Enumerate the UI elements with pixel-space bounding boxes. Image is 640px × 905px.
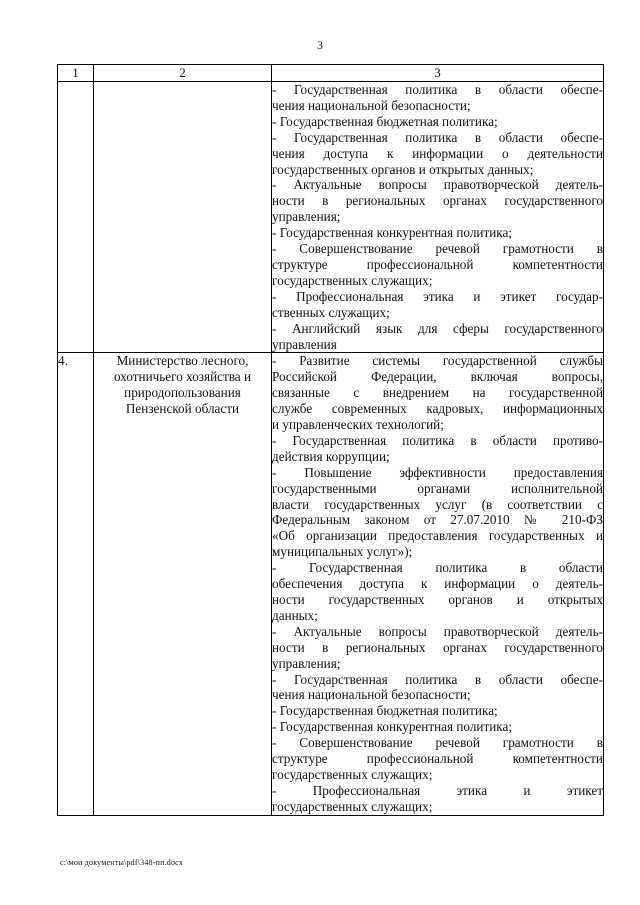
topic-line: службе современных кадровых, информационных [272,401,603,417]
header-col-2: 2 [94,65,272,82]
organization-cell [94,353,272,815]
topic-line: структуре профессиональной компетентности [272,256,603,272]
page-number: 3 [317,38,323,52]
topic-line: - Государственная политика в области противо- [272,432,603,448]
topic-line: - Профессиональная этика и этикет [272,782,603,798]
topic-line: - Государственная конкурентная политика; [272,719,513,735]
topic-line: - Развитие системы государственной службы [272,353,603,369]
topic-line: связанные с внедрением на государственной [272,385,603,401]
topic-line: управления [272,336,337,352]
topics-cell [272,82,604,353]
topic-line: государственных органов и открытых данных; [272,161,534,177]
topic-line: Федеральным законом от 27.07.2010 № 210-ФЗ [272,512,603,528]
topic-line: управления; [272,655,341,671]
topic-line: - Государственная политика в области обеспе- [272,129,603,145]
topic-line: чения национальной безопасности; [272,687,471,703]
topic-line: чения доступа к информации о деятельности [272,145,603,161]
topic-line: - Профессиональная этика и этикет государ- [272,288,603,304]
topic-line: «Об организации предоставления государственных и [272,528,603,544]
topic-line: государственными органами исполнительной [272,480,603,496]
topic-line: ности в региональных органах государственного [272,193,603,209]
table-body [58,82,604,816]
topic-line: муниципальных услуг»); [272,544,413,560]
organization-line: Министерство лесного, [116,353,249,369]
topic-line: - Совершенствование речевой грамотности в [272,241,603,257]
table-row [58,82,604,353]
topic-line: чения национальной безопасности; [272,97,471,113]
topic-line: и управленческих технологий; [272,417,444,433]
header-col-1: 1 [58,65,94,82]
topic-line: - Государственная бюджетная политика; [272,703,498,719]
organization-line: Пензенской области [125,401,240,417]
topic-line: государственных служащих; [272,272,433,288]
topic-line: - Совершенствование речевой грамотности в [272,735,603,751]
organization-cell [94,82,272,353]
table-header-row [58,65,604,82]
topic-line: государственных служащих; [272,766,433,782]
topic-line: данных; [272,607,318,623]
file-path-footer: c:\мои документы\pdf\348-пп.docx [60,858,184,867]
topic-line: ственных служащих; [272,304,390,320]
topic-line: государственных служащих; [272,798,433,814]
topic-line: - Актуальные вопросы правотворческой деятель- [272,177,603,193]
topic-line: действия коррупции; [272,448,390,464]
row-number-cell [58,82,94,353]
topic-line: - Актуальные вопросы правотворческой деятель- [272,623,603,639]
topic-line: - Государственная политика в области обеспе- [272,82,603,97]
topic-line: ности государственных органов и открытых [272,592,603,607]
topic-line: - Государственная бюджетная политика; [272,113,498,129]
header-col-3: 3 [272,65,604,82]
topic-line: обеспечения доступа к информации о деятель- [272,576,603,592]
topic-line: - Государственная политика в области обеспе- [272,671,603,687]
row-number-cell: 4. [58,353,94,815]
topic-line: власти государственных услуг (в соответствии с [272,496,603,512]
topic-line: - Повышение эффективности предоставления [272,464,603,480]
topic-line: ности в региональных органах государственного [272,639,603,655]
organization-line: охотничьего хозяйства и [113,369,252,385]
topic-line: управления; [272,209,341,225]
topic-line: - Государственная конкурентная политика; [272,225,513,241]
topic-line: структуре профессиональной компетентности [272,751,603,767]
topic-line: - Государственная политика в области [272,560,603,576]
topic-line: - Английский язык для сферы государственного [272,320,603,336]
main-table [57,64,604,816]
organization-line: природопользования [124,385,241,401]
topic-line: Российской Федерации, включая вопросы, [272,369,603,385]
topics-cell [272,353,604,815]
table-row [58,353,604,815]
